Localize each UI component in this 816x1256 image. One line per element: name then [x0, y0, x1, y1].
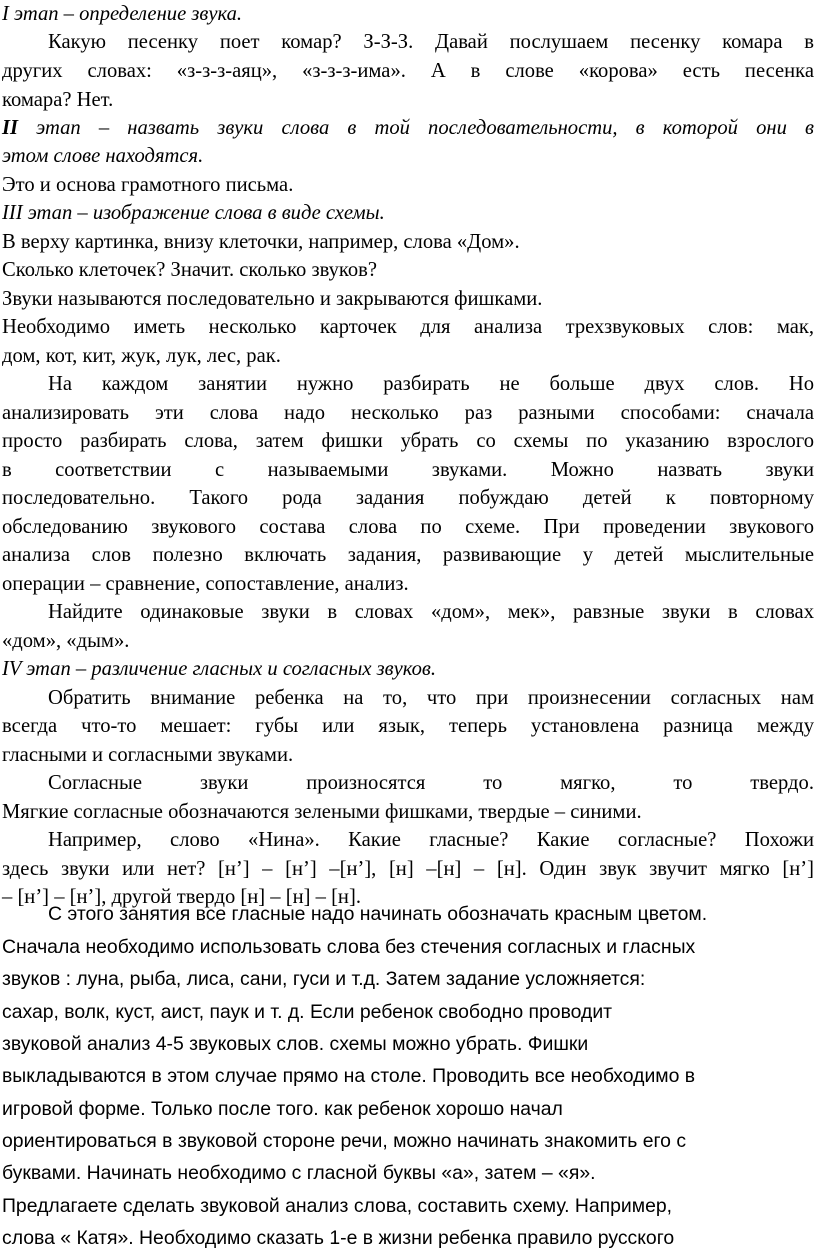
sans-paragraph-line: Предлагаете сделать звуковой анализ слова, составить схему. Например,: [2, 1195, 673, 1217]
paragraph-line: обследованию звукового состава слова по схеме. При проведении звукового: [2, 516, 814, 538]
sans-paragraph-line: слова « Катя». Необходимо сказать 1-е в жизни ребенка правило русского: [2, 1227, 675, 1249]
sans-paragraph-line: звуковой анализ 4-5 звуковых слов. схемы можно убрать. Фишки: [2, 1033, 589, 1055]
paragraph-line: всегда что-то мешает: губы или язык, теперь установлена разница между: [2, 715, 814, 737]
paragraph-line: последовательно. Такого рода задания побуждаю детей к повторному: [2, 487, 814, 509]
stage-1-heading: I этап – определение звука.: [2, 3, 243, 25]
paragraph-line: – [н’] – [н’], другой твердо [н] – [н] – [н].: [2, 886, 361, 908]
stage-2-heading-text: этап – назвать звуки слова в той последовательности, в которой они в: [18, 117, 814, 139]
sans-paragraph-line: выкладываются в этом случае прямо на столе. Проводить все необходимо в: [2, 1065, 696, 1087]
sans-paragraph-line: игровой форме. Только после того. как ребенок хорошо начал: [2, 1098, 563, 1120]
paragraph-line: Найдите одинаковые звуки в словах «дом», мек», равзные звуки в словах: [48, 601, 814, 623]
sans-paragraph-line: ориентироваться в звуковой стороне речи, можно начинать знакомить его с: [2, 1130, 687, 1152]
stage-2-heading: [2, 114, 814, 142]
paragraph-line: анализа слов полезно включать задания, развивающие у детей мыслительные: [2, 544, 814, 566]
paragraph-line: Обратить внимание ребенка на то, что при произнесении согласных нам: [48, 687, 814, 709]
paragraph-line: других словах: «з-з-з-аяц», «з-з-з-има». А в слове «корова» есть песенка: [2, 60, 814, 82]
paragraph-line: Мягкие согласные обозначаются зелеными фишками, твердые – синими.: [2, 801, 642, 823]
paragraph-line: в соответствии с называемыми звуками. Можно назвать звуки: [2, 459, 814, 481]
paragraph-line: анализировать эти слова надо несколько раз разными способами: сначала: [2, 402, 814, 424]
sans-paragraph-line: сахар, волк, куст, аист, паук и т. д. Если ребенок свободно проводит: [2, 1001, 613, 1023]
stage-2-heading-cont: этом слове находятся.: [2, 145, 204, 167]
paragraph-line: дом, кот, кит, жук, лук, лес, рак.: [2, 345, 281, 367]
stage-3-heading: III этап – изображение слова в виде схемы.: [2, 202, 385, 224]
paragraph-line: Необходимо иметь несколько карточек для анализа трехзвуковых слов: мак,: [2, 316, 814, 338]
stage-4-heading: IV этап – различение гласных и согласных звуков.: [2, 658, 436, 680]
paragraph-line: Сколько клеточек? Значит. сколько звуков?: [2, 259, 378, 281]
paragraph-line: Согласные звуки произносятся то мягко, то твердо.: [48, 772, 814, 794]
paragraph-line: просто разбирать слова, затем фишки убрать со схемы по указанию взрослого: [2, 430, 814, 452]
stage-2-roman: II: [2, 117, 19, 139]
paragraph-line: «дом», «дым».: [2, 630, 130, 652]
sans-paragraph-line: С этого занятия все гласные надо начинать обозначать красным цветом.: [48, 903, 708, 925]
sans-paragraph-line: буквами. Начинать необходимо с гласной буквы «а», затем – «я».: [2, 1162, 596, 1184]
sans-paragraph-line: Сначала необходимо использовать слова без стечения согласных и гласных: [2, 936, 696, 958]
paragraph-line: Какую песенку поет комар? З-З-З. Давай послушаем песенку комара в: [48, 31, 814, 53]
paragraph-line: В верху картинка, внизу клеточки, например, слова «Дом».: [2, 231, 520, 253]
paragraph-line: Звуки называются последовательно и закрываются фишками.: [2, 288, 543, 310]
paragraph-line: операции – сравнение, сопоставление, анализ.: [2, 573, 409, 595]
sans-paragraph-line: звуков : луна, рыба, лиса, сани, гуси и т.д. Затем задание усложняется:: [2, 968, 646, 990]
paragraph-line: гласными и согласными звуками.: [2, 744, 294, 766]
paragraph-line: здесь звуки или нет? [н’] – [н’] –[н’], [н] –[н] – [н]. Один звук звучит мягко [н’]: [2, 858, 814, 880]
paragraph-line: На каждом занятии нужно разбирать не больше двух слов. Но: [48, 373, 814, 395]
paragraph-line: Это и основа грамотного письма.: [2, 174, 294, 196]
paragraph-line: комара? Нет.: [2, 89, 114, 111]
paragraph-line: Например, слово «Нина». Какие гласные? Какие согласные? Похожи: [48, 829, 814, 851]
